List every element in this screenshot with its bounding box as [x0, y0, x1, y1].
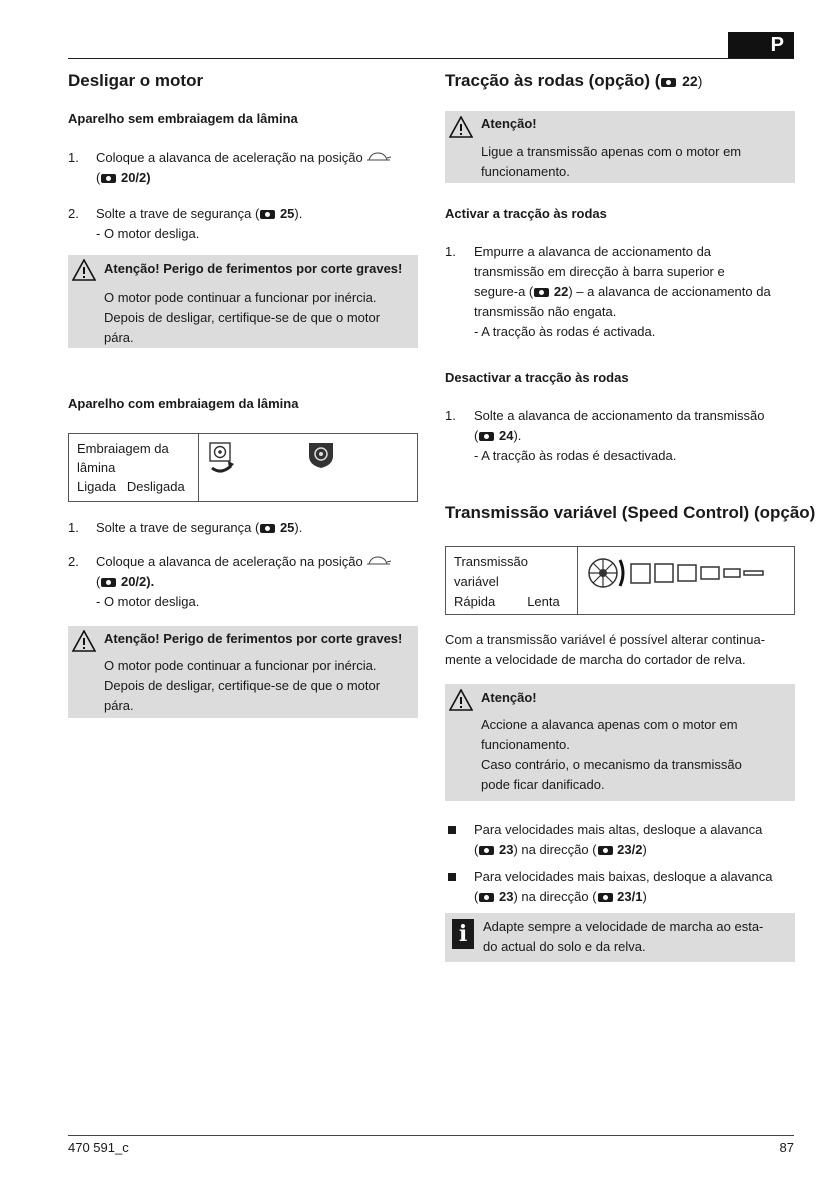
footer-rule	[68, 1135, 794, 1136]
step-text-line: (	[474, 428, 479, 443]
bullet-line: (	[474, 889, 479, 904]
clutch-disengaged-icon	[307, 441, 335, 469]
warning-box	[68, 626, 418, 718]
subsection-title: Desactivar a tracção às rodas	[445, 370, 629, 385]
info-text	[483, 917, 793, 957]
speed-control-table	[445, 546, 795, 615]
step-number: 2.	[68, 206, 79, 221]
figure-ref: 22	[682, 73, 698, 89]
header-rule	[68, 58, 794, 59]
warning-line: Ligue a transmissão apenas com o motor em	[481, 144, 742, 159]
step-number: 1.	[68, 150, 79, 165]
camera-icon	[534, 288, 549, 297]
warning-title: Atenção!	[481, 116, 537, 131]
language-tab: P	[728, 32, 794, 59]
warning-box	[445, 111, 795, 183]
warning-box	[68, 255, 418, 348]
step-text-line: transmissão não engata.	[474, 304, 617, 319]
paragraph-line: Com a transmissão variável é possível alterar continua-	[445, 632, 766, 647]
step-text-line: Coloque a alavanca de aceleração na posição	[96, 150, 363, 165]
bullet-icon	[448, 826, 456, 834]
warning-line: Accione a alavanca apenas com o motor em	[481, 717, 738, 732]
step-text-line: Empurre a alavanca de accionamento da	[474, 244, 712, 259]
camera-icon	[101, 578, 116, 587]
step-text-line: Solte a trave de segurança (	[96, 520, 260, 535]
warning-line: funcionamento.	[481, 164, 570, 179]
section-title-stop-engine: Desligar o motor	[68, 71, 204, 90]
figure-ref: 25	[279, 206, 295, 221]
warning-line: O motor pode continuar a funcionar por inércia.	[104, 658, 377, 673]
title-text: Tracção às rodas (opção) (	[445, 71, 661, 90]
step-number: 2.	[68, 554, 79, 569]
turtle-icon	[366, 151, 392, 163]
warning-text	[104, 288, 414, 348]
figure-ref: 25	[279, 520, 295, 535]
warning-line: Caso contrário, o mecanismo da transmissão	[481, 757, 742, 772]
figure-ref: 23/1	[617, 889, 643, 904]
figure-ref: 23	[498, 889, 514, 904]
warning-text	[481, 715, 791, 795]
bullet-line: Para velocidades mais baixas, desloque a alavanca	[474, 869, 773, 884]
warning-text	[104, 656, 414, 716]
step-text	[474, 242, 796, 342]
step-text-line: Coloque a alavanca de aceleração na posição	[96, 554, 363, 569]
figure-ref: 23/2	[617, 842, 643, 857]
info-box	[445, 913, 795, 962]
bullet-line: Para velocidades mais altas, desloque a alavanca	[474, 822, 763, 837]
warning-title: Atenção! Perigo de ferimentos por corte graves!	[104, 631, 403, 646]
turtle-icon	[366, 555, 392, 567]
bullet-line: )	[642, 889, 647, 904]
step-number: 1.	[68, 520, 79, 535]
info-icon: i	[452, 919, 474, 949]
warning-triangle-icon	[72, 630, 96, 652]
step-text-line: ).	[513, 428, 522, 443]
table-on-label: Ligada	[77, 479, 117, 494]
camera-icon	[260, 210, 275, 219]
step-text	[96, 204, 426, 244]
step-result: - A tracção às rodas é activada.	[474, 324, 656, 339]
table-fast-label: Rápida	[454, 594, 496, 609]
step-number: 1.	[445, 244, 456, 259]
step-result: - A tracção às rodas é desactivada.	[474, 448, 677, 463]
camera-icon	[598, 846, 613, 855]
table-off-label: Desligada	[126, 479, 185, 494]
warning-title: Atenção! Perigo de ferimentos por corte graves!	[104, 261, 403, 276]
warning-box	[445, 684, 795, 801]
info-line: do actual do solo e da relva.	[483, 939, 646, 954]
speed-scale-icon	[586, 555, 786, 595]
table-divider	[577, 547, 578, 614]
blade-clutch-table	[68, 433, 418, 502]
figure-ref: 20/2)	[120, 170, 151, 185]
paragraph-line: mente a velocidade de marcha do cortador de relva.	[445, 652, 746, 667]
paragraph	[445, 630, 797, 670]
bullet-icon	[448, 873, 456, 881]
step-text	[96, 518, 426, 538]
section-title-wheel-drive	[445, 71, 702, 91]
warning-text	[481, 142, 791, 182]
warning-line: funcionamento.	[481, 737, 570, 752]
step-text-line: Solte a trave de segurança (	[96, 206, 260, 221]
warning-title: Atenção!	[481, 690, 537, 705]
step-text-line: ) – a alavanca de accionamento da	[568, 284, 771, 299]
table-label	[77, 439, 185, 496]
camera-icon	[598, 893, 613, 902]
step-text-line: ).	[294, 520, 303, 535]
table-label-line: variável	[454, 574, 499, 589]
table-slow-label: Lenta	[527, 594, 560, 609]
warning-line: O motor pode continuar a funcionar por inércia.	[104, 290, 377, 305]
step-text	[474, 406, 796, 466]
bullet-text	[474, 820, 796, 860]
title-text: )	[697, 73, 703, 89]
step-text: Coloque a alavanca de aceleração na posição ( 20/2). - O motor desliga.	[96, 552, 426, 612]
camera-icon	[260, 524, 275, 533]
warning-line: pára.	[104, 330, 134, 345]
warning-line: pode ficar danificado.	[481, 777, 605, 792]
info-line: Adapte sempre a velocidade de marcha ao esta-	[483, 919, 764, 934]
table-label-line: Embraiagem da	[77, 441, 169, 456]
bullet-line: )	[642, 842, 647, 857]
subsection-title: Activar a tracção às rodas	[445, 206, 607, 221]
step-text: Coloque a alavanca de aceleração na posição ( 20/2)	[96, 148, 426, 188]
page-number: 87	[779, 1140, 794, 1155]
camera-icon	[661, 78, 676, 87]
document-code: 470 591_c	[68, 1140, 129, 1155]
step-result: - O motor desliga.	[96, 594, 200, 609]
step-text-line: Solte a alavanca de accionamento da transmissão	[474, 408, 765, 423]
step-text-line: segure-a (	[474, 284, 534, 299]
step-text-line: transmissão em direcção à barra superior e	[474, 264, 725, 279]
figure-ref: 20/2).	[120, 574, 155, 589]
table-label-line: Transmissão	[454, 554, 528, 569]
camera-icon	[479, 432, 494, 441]
figure-ref: 24	[498, 428, 514, 443]
warning-line: Depois de desligar, certifique-se de que o motor	[104, 310, 381, 325]
table-divider	[198, 434, 199, 501]
camera-icon	[101, 174, 116, 183]
camera-icon	[479, 846, 494, 855]
table-label-line: lâmina	[77, 460, 116, 475]
subsection-title: Aparelho sem embraiagem da lâmina	[68, 111, 298, 126]
figure-ref: 23	[498, 842, 514, 857]
subsection-title: Aparelho com embraiagem da lâmina	[68, 396, 299, 411]
warning-line: Depois de desligar, certifique-se de que o motor	[104, 678, 381, 693]
bullet-text	[474, 867, 796, 907]
section-title-speed-control: Transmissão variável (Speed Control) (opção)	[445, 503, 816, 522]
figure-ref: 22	[553, 284, 569, 299]
step-text-line: ).	[294, 206, 303, 221]
warning-triangle-icon	[72, 259, 96, 281]
warning-line: pára.	[104, 698, 134, 713]
clutch-engage-icon	[207, 441, 243, 477]
step-number: 1.	[445, 408, 456, 423]
step-result: - O motor desliga.	[96, 226, 200, 241]
bullet-line: (	[474, 842, 479, 857]
warning-triangle-icon	[449, 689, 473, 711]
warning-triangle-icon	[449, 116, 473, 138]
camera-icon	[479, 893, 494, 902]
bullet-line: ) na direcção (	[513, 889, 597, 904]
table-label	[454, 552, 560, 612]
bullet-line: ) na direcção (	[513, 842, 597, 857]
